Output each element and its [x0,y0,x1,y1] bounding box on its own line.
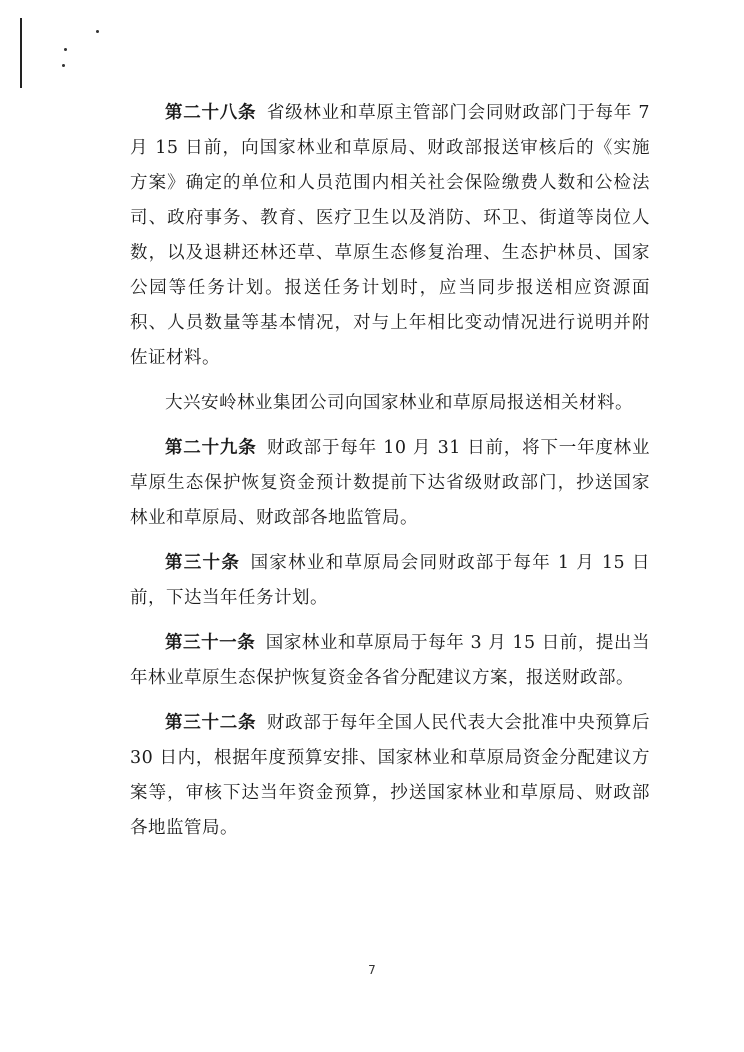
article-28-paragraph [130,96,650,376]
article-32-paragraph [130,706,650,846]
article-number: 第二十八条 [165,103,257,123]
article-text: 国家林业和草原局于每年 3 月 15 日前，提出当年林业草原生态保护恢复资金各省分配建议方案，报送财政部。 [130,633,651,688]
document-body [130,96,650,846]
page-number: 7 [368,963,376,977]
article-number: 第三十二条 [165,713,257,733]
article-number: 第二十九条 [165,438,257,458]
scan-speck [62,64,65,67]
scan-speck [64,48,67,51]
article-text: 财政部于每年全国人民代表大会批准中央预算后 30 日内，根据年度预算安排、国家林业和草原局资金分配建议方案等，审核下达当年资金预算，抄送国家林业和草原局、财政部各地监管局。 [130,713,651,838]
article-29-paragraph [130,431,650,536]
supplementary-paragraph [130,386,650,421]
article-number: 第三十一条 [165,633,256,653]
article-text: 财政部于每年 10 月 31 日前，将下一年度林业草原生态保护恢复资金预计数提前下达省级财政部门，抄送国家林业和草原局、财政部各地监管局。 [130,438,650,528]
paragraph-text: 大兴安岭林业集团公司向国家林业和草原局报送相关材料。 [165,393,633,413]
article-number: 第三十条 [165,553,241,573]
article-30-paragraph [130,546,650,616]
scan-edge-mark [20,18,22,88]
article-text: 省级林业和草原主管部门会同财政部门于每年 7 月 15 日前，向国家林业和草原局、财政部报送审核后的《实施方案》确定的单位和人员范围内相关社会保险缴费人数和公检法司、政府事务、教育、医疗卫生以及消防、环卫、街道等岗位人数，以及退耕还林还草、草原生态修复治理、生态护林员、国家公园等任务计划。报送任务计划时，应当同步报送相应资源面积、人员数量等基本情况，对与上年相比变动情况进行说明并附佐证材料。 [130,103,650,368]
scan-speck [96,30,99,33]
article-text: 国家林业和草原局会同财政部于每年 1 月 15 日前，下达当年任务计划。 [130,553,651,608]
article-31-paragraph [130,626,650,696]
